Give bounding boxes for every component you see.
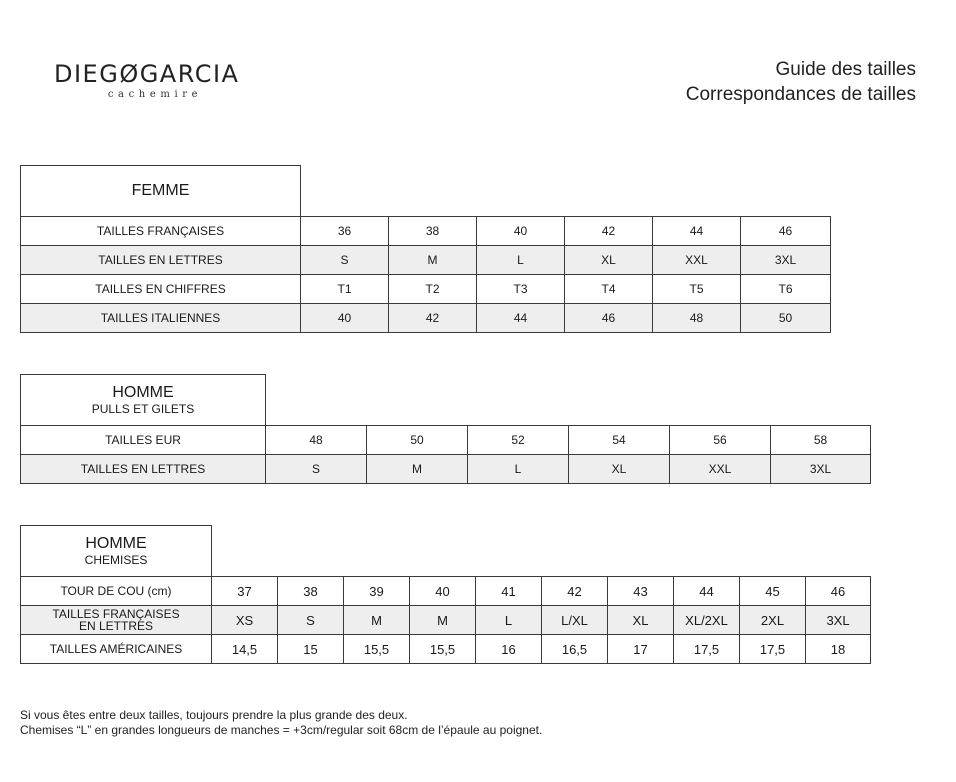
table-cell: 42 [389, 304, 477, 333]
homme-pulls-title: HOMME [112, 384, 174, 401]
table-cell: 40 [301, 304, 389, 333]
homme-chemises-section-header [21, 526, 212, 577]
table-cell: L [477, 246, 565, 275]
table-cell: 3XL [806, 606, 871, 635]
table-cell: XXL [653, 246, 741, 275]
table-cell: 42 [542, 577, 608, 606]
row-label: TAILLES FRANÇAISES [21, 217, 301, 246]
brand-tagline: cachemire [107, 89, 203, 100]
table-cell: 3XL [741, 246, 831, 275]
table-cell: 48 [266, 426, 367, 455]
table-cell: 15 [278, 635, 344, 664]
table-cell: 42 [565, 217, 653, 246]
homme-pulls-header-row [21, 375, 871, 426]
table-cell: 48 [653, 304, 741, 333]
table-cell: 44 [653, 217, 741, 246]
table-cell: T5 [653, 275, 741, 304]
row-label-line: EN LETTRES [78, 619, 153, 633]
table-cell: T1 [301, 275, 389, 304]
table-cell: 38 [278, 577, 344, 606]
table-cell: T6 [741, 275, 831, 304]
row-label: TAILLES AMÉRICAINES [21, 635, 212, 664]
table-cell: 56 [670, 426, 771, 455]
table-cell: 15,5 [344, 635, 410, 664]
table-cell: XL [569, 455, 670, 484]
table-cell: 50 [741, 304, 831, 333]
table-row [21, 275, 831, 304]
table-row [21, 426, 871, 455]
homme-pulls-size-table [20, 374, 871, 484]
row-label: TAILLES EN LETTRES [21, 455, 266, 484]
table-row [21, 217, 831, 246]
femme-title: FEMME [131, 182, 190, 199]
table-row [21, 246, 831, 275]
table-cell: M [344, 606, 410, 635]
femme-header-row [21, 166, 831, 217]
footnote: Chemises “L” en grandes longueurs de manches = +3cm/regular soit 68cm de l’épaule au poignet. [20, 723, 543, 737]
table-cell: S [266, 455, 367, 484]
table-cell: 14,5 [212, 635, 278, 664]
table-row [21, 577, 871, 606]
table-cell: L [468, 455, 569, 484]
table-row [21, 455, 871, 484]
table-cell: T2 [389, 275, 477, 304]
table-cell: 15,5 [410, 635, 476, 664]
table-cell: 46 [741, 217, 831, 246]
table-cell: T3 [477, 275, 565, 304]
brand-name: DIEGØGARCIA [54, 60, 240, 88]
table-cell: 18 [806, 635, 871, 664]
table-cell: 45 [740, 577, 806, 606]
table-cell: S [278, 606, 344, 635]
table-cell: XL/2XL [674, 606, 740, 635]
page-subtitle: Correspondances de tailles [685, 84, 916, 105]
femme-size-table [20, 165, 831, 333]
brand-logo [54, 60, 260, 100]
table-cell: T4 [565, 275, 653, 304]
table-cell: 16,5 [542, 635, 608, 664]
table-cell: M [389, 246, 477, 275]
table-cell: 46 [806, 577, 871, 606]
homme-pulls-section-header [21, 375, 266, 426]
table-cell: 38 [389, 217, 477, 246]
table-cell: XL [565, 246, 653, 275]
table-cell: 36 [301, 217, 389, 246]
table-cell: 40 [477, 217, 565, 246]
table-cell: 54 [569, 426, 670, 455]
footnote: Si vous êtes entre deux tailles, toujours prendre la plus grande des deux. [20, 708, 408, 722]
table-cell: 37 [212, 577, 278, 606]
table-row [21, 304, 831, 333]
table-cell: 40 [410, 577, 476, 606]
row-label: TOUR DE COU (cm) [21, 577, 212, 606]
femme-section-header [21, 166, 301, 217]
row-label: TAILLES EUR [21, 426, 266, 455]
table-cell: 44 [477, 304, 565, 333]
footnotes [20, 708, 542, 738]
table-cell: 17 [608, 635, 674, 664]
homme-chemises-subtitle: CHEMISES [84, 553, 148, 567]
page-title-block [686, 57, 916, 107]
homme-chemises-size-table [20, 525, 871, 664]
table-cell: 3XL [771, 455, 871, 484]
table-cell: M [410, 606, 476, 635]
table-cell: 50 [367, 426, 468, 455]
homme-pulls-subtitle: PULLS ET GILETS [91, 402, 195, 416]
table-cell: 58 [771, 426, 871, 455]
page-title: Guide des tailles [775, 59, 916, 80]
table-cell: S [301, 246, 389, 275]
table-cell: XL [608, 606, 674, 635]
table-cell: 16 [476, 635, 542, 664]
table-cell: 46 [565, 304, 653, 333]
table-cell: 2XL [740, 606, 806, 635]
row-label-line: TAILLES FRANÇAISES [52, 607, 180, 621]
table-cell: 44 [674, 577, 740, 606]
row-label [21, 606, 212, 635]
homme-chemises-header-row [21, 526, 871, 577]
row-label: TAILLES EN CHIFFRES [21, 275, 301, 304]
row-label: TAILLES EN LETTRES [21, 246, 301, 275]
table-cell: 17,5 [740, 635, 806, 664]
table-cell: 41 [476, 577, 542, 606]
table-cell: L [476, 606, 542, 635]
table-cell: L/XL [542, 606, 608, 635]
table-row [21, 606, 871, 635]
table-cell: 43 [608, 577, 674, 606]
table-cell: XS [212, 606, 278, 635]
table-cell: 17,5 [674, 635, 740, 664]
table-cell: 52 [468, 426, 569, 455]
homme-chemises-title: HOMME [85, 535, 147, 552]
table-row [21, 635, 871, 664]
table-cell: 39 [344, 577, 410, 606]
table-cell: M [367, 455, 468, 484]
row-label: TAILLES ITALIENNES [21, 304, 301, 333]
table-cell: XXL [670, 455, 771, 484]
